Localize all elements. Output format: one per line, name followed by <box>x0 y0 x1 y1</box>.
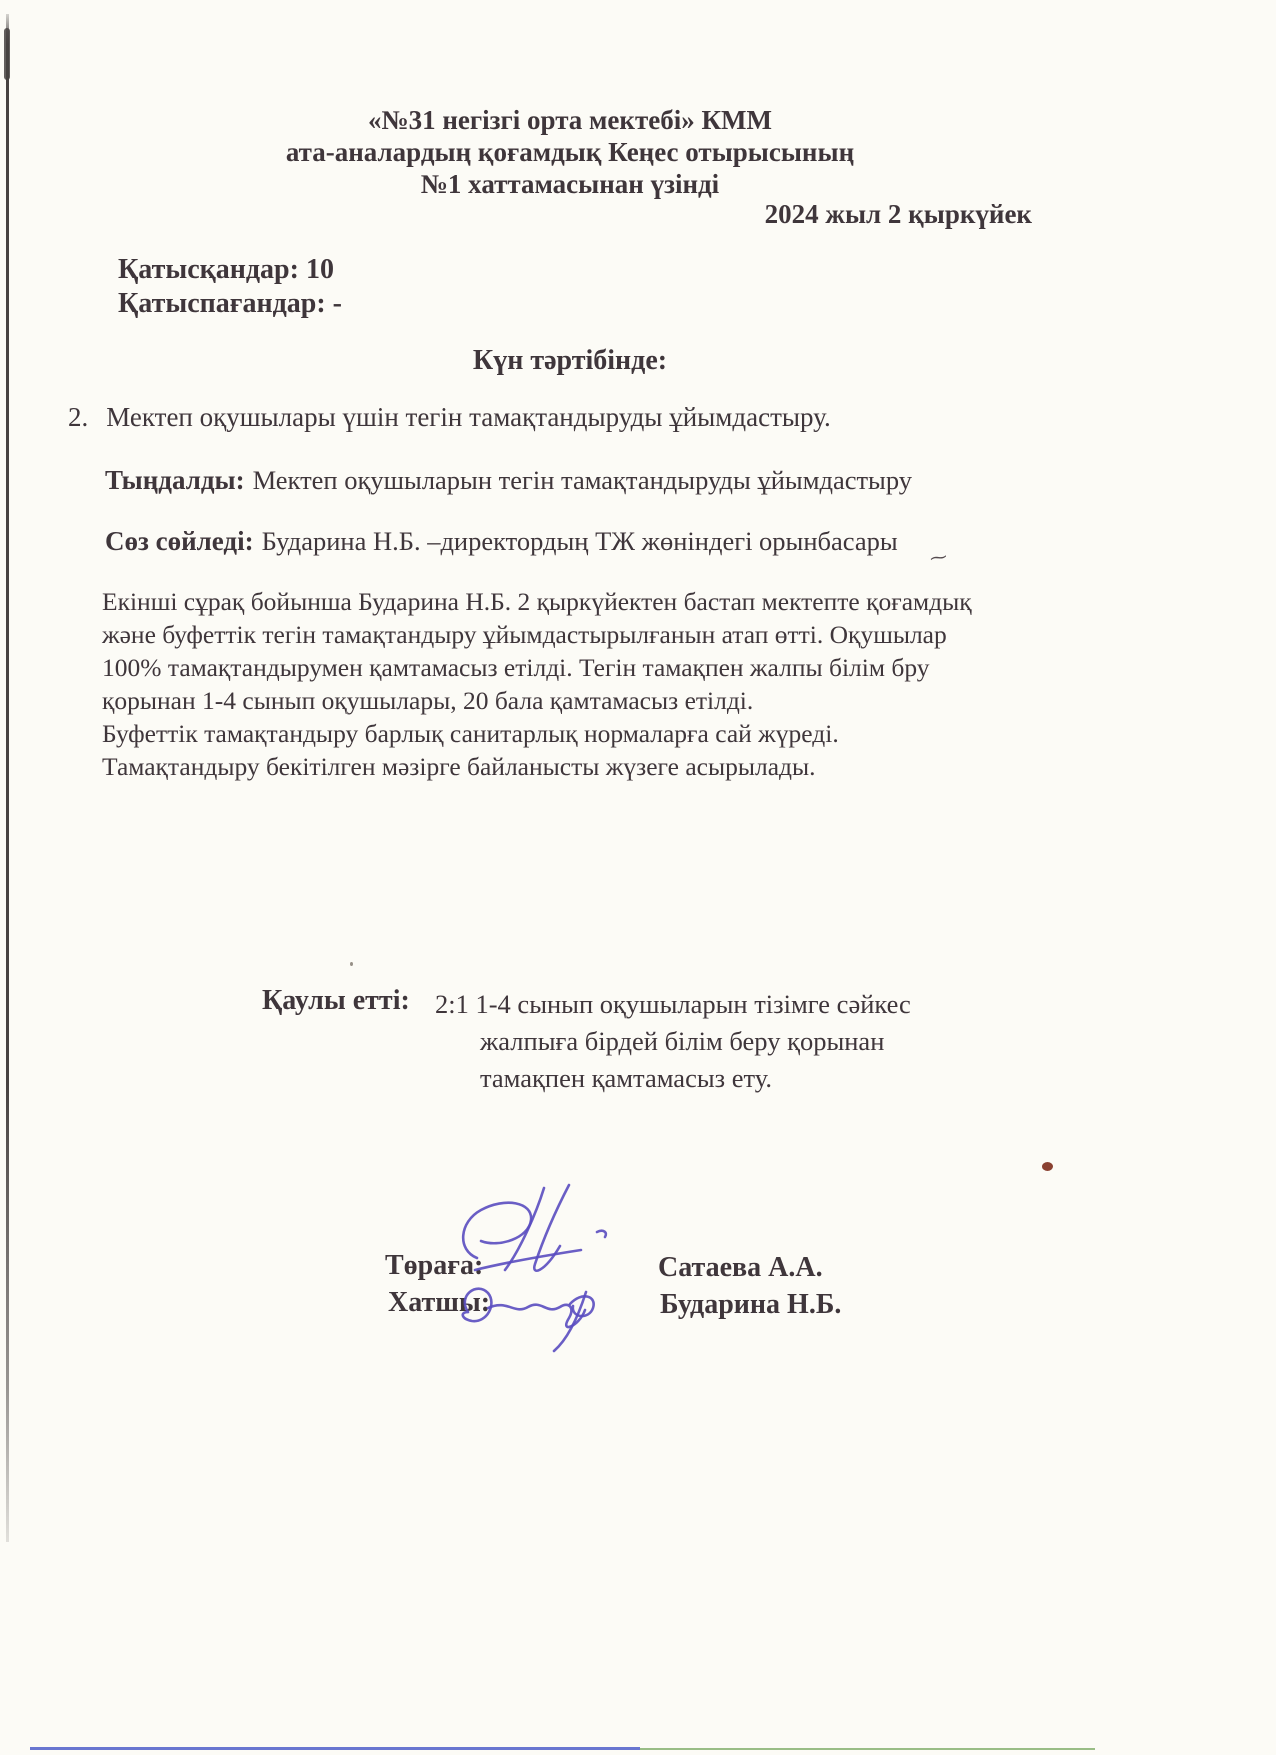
body-line-1: Екінші сұрақ бойынша Бударина Н.Б. 2 қыркүйектен бастап мектепте қоғамдық <box>102 587 972 616</box>
spoke-text: Бударина Н.Б. –директордың ТЖ жөніндегі орынбасары <box>261 526 898 556</box>
scan-left-edge-blob <box>4 28 10 80</box>
resolution-label: Қаулы етті: <box>262 985 410 1016</box>
red-ink-dot-artifact <box>1042 1162 1053 1171</box>
secretary-label: Хатшы: <box>388 1287 491 1318</box>
heard-label: Тыңдалды: <box>105 465 245 495</box>
title-line-3: №1 хаттамасынан үзінді <box>420 169 720 199</box>
secretary-name: Бударина Н.Б. <box>660 1289 842 1320</box>
secretary-signature-icon <box>450 1274 615 1354</box>
attendees-present: Қатысқандар: 10 <box>118 254 334 285</box>
resolution-line-2: жалпыға бірдей білім беру қорынан <box>480 1026 885 1056</box>
spoke-label: Сөз сөйледі: <box>105 526 254 556</box>
resolution-line-3: тамақпен қамтамасыз ету. <box>480 1063 772 1093</box>
agenda-item-number: 2. <box>68 402 89 432</box>
pen-tick-artifact: ⁓ <box>928 546 949 569</box>
title-line-2: ата-аналардың қоғамдық Кеңес отырысының <box>285 137 855 167</box>
heard-row <box>105 465 912 496</box>
chairman-name: Сатаева А.А. <box>658 1252 823 1283</box>
document-title <box>0 104 1140 200</box>
body-paragraph <box>102 585 1022 783</box>
heard-text: Мектеп оқушыларын тегін тамақтандыруды ұйымдастыру <box>252 465 913 495</box>
small-dot-artifact <box>350 962 353 966</box>
body-line-5: Буфеттік тамақтандыру барлық санитарлық нормаларға сай жүреді. <box>102 719 839 748</box>
chairman-label: Төраға: <box>385 1250 484 1281</box>
body-line-6: Тамақтандыру бекітілген мәзірге байланысты жүзеге асырылады. <box>102 752 816 781</box>
body-line-4: қорынан 1-4 сынып оқушылары, 20 бала қамтамасыз етілді. <box>102 686 754 715</box>
resolution-text <box>435 986 911 1097</box>
scan-bottom-blue-strip <box>30 1747 640 1750</box>
agenda-item-text: Мектеп оқушылары үшін тегін тамақтандыруды ұйымдастыру. <box>106 402 831 432</box>
body-line-3: 100% тамақтандырумен қамтамасыз етілді. Тегін тамақпен жалпы білім бру <box>102 653 930 682</box>
attendees-absent: Қатыспағандар: - <box>118 288 342 319</box>
body-line-2: және буфеттік тегін тамақтандыру ұйымдастырылғанын атап өтті. Оқушылар <box>102 620 947 649</box>
document-date: 2024 жыл 2 қыркүйек <box>764 199 1032 229</box>
title-line-1: «№31 негізгі орта мектебі» КММ <box>367 105 773 135</box>
agenda-item <box>68 402 831 433</box>
spoke-row <box>105 526 898 557</box>
scan-left-edge-line <box>6 14 9 1542</box>
resolution-line-1: 2:1 1-4 сынып оқушыларын тізімге сәйкес <box>435 989 911 1019</box>
scan-bottom-green-strip <box>640 1748 1095 1750</box>
agenda-heading: Күн тәртібінде: <box>472 345 668 376</box>
